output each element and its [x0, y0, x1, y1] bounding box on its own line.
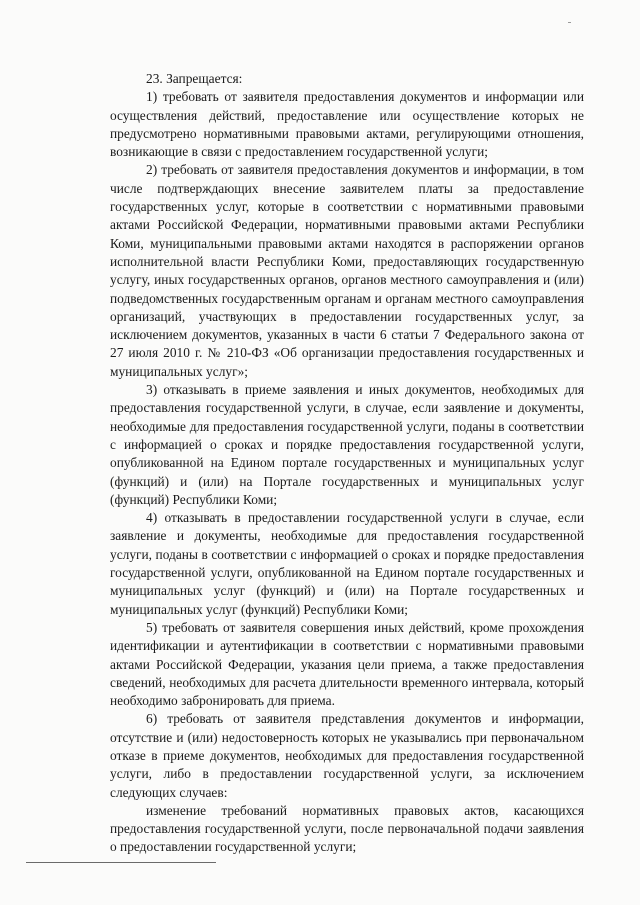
paragraph-item-5: 5) требовать от заявителя совершения иных действий, кроме прохождения идентификации и аутентификации в соответствии с нормативными правовыми актами Российской Федерации, указания цели приема, а также предоставления сведений, необходимых для расчета длительности временного интервала, который необходимо забронировать для приема. — [110, 619, 584, 709]
paragraph-item-6: 6) требовать от заявителя представления документов и информации, отсутствие и (или) недостоверность которых не указывались при первоначальном отказе в приеме документов, необходимых для предоставления государственной услуги, либо в предоставлении государственной услуги, за исключением следующих случаев: — [110, 711, 584, 800]
scan-mark — [568, 22, 571, 23]
paragraph-item-2: 2) требовать от заявителя предоставления документов и информации, в том числе подтверждающих внесение заявителем платы за предоставление государственных услуг, которые в соответствии с нормативными правовыми актами Российской Федерации, нормативными правовыми актами Республики Коми, муниципальными правовыми актами находятся в распоряжении органов исполнительной власти Республики Коми, предоставляющих государственную услугу, иных государственных органов, органов местного самоуправления и (или) подведомственных государственным органам и органам местного самоуправления организаций, участвующих в предоставлении государственных услуг, за исключением документов, указанных в части 6 статьи 7 Федерального закона от 27 июля 2010 г. № 210-ФЗ «Об организации предоставления государственных и муниципальных услуг»; — [110, 162, 584, 379]
paragraph-exception-1: изменение требований нормативных правовых актов, касающихся предоставления государственной услуги, после первоначальной подачи заявления о предоставлении государственной услуги; — [110, 802, 584, 855]
document-body — [110, 70, 584, 857]
section-heading: 23. Запрещается: — [146, 71, 243, 86]
paragraph-item-1: 1) требовать от заявителя предоставления документов и информации или осуществления действий, предоставление или осуществление которых не предусмотрено нормативными правовыми актами, регулирующими отношения, возникающие в связи с предоставлением государственной услуги; — [110, 89, 584, 160]
paragraph-item-4: 4) отказывать в предоставлении государственной услуги в случае, если заявление и документы, необходимые для предоставления государственной услуги, поданы в соответствии с информацией о сроках и порядке предоставления государственной услуги, опубликованной на Едином портале государственных и муниципальных услуг (функций) и (или) на Портале государственных и муниципальных услуг (функций) Республики Коми; — [110, 510, 584, 617]
paragraph-item-3: 3) отказывать в приеме заявления и иных документов, необходимых для предоставления государственной услуги, в случае, если заявление и документы, необходимые для предоставления государственной услуги, поданы в соответствии с информацией о сроках и порядке предоставления государственной услуги, опубликованной на Едином портале государственных и муниципальных услуг (функций) и (или) на Портале государственных и муниципальных услуг (функций) Республики Коми; — [110, 382, 584, 507]
footnote-separator — [26, 862, 216, 863]
